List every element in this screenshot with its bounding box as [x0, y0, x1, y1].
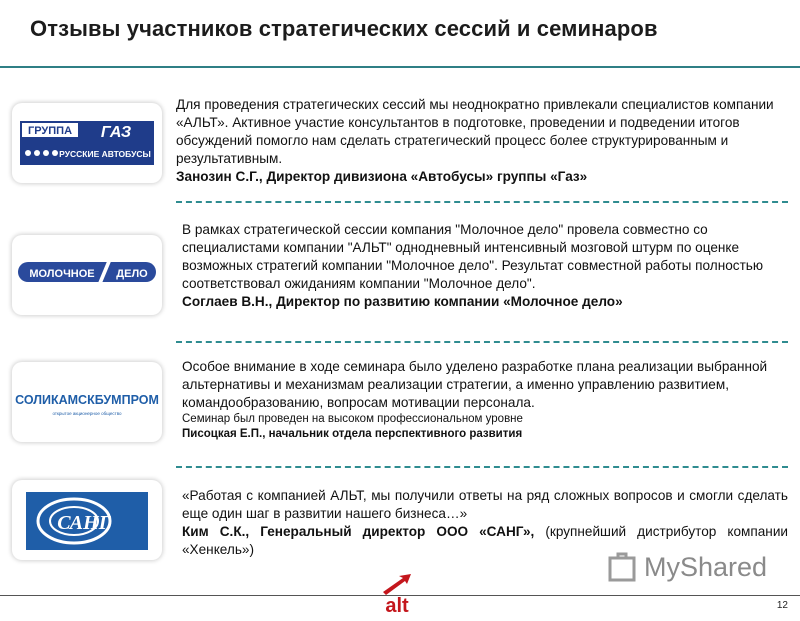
review-2-text: В рамках стратегической сессии компания "Молочное дело" провела совместно со специалистами компании "АЛЬТ" однодневный интенсивный мозговой штурм по оценке возможных стратегий компании "Молочное дело". Результат совместной работы полностью соответствовал ожиданиям компании "Молочное дело".: [182, 222, 764, 291]
review-2-author: Соглаев В.Н., Директор по развитию компании «Молочное дело»: [182, 294, 623, 309]
review-3: [182, 358, 788, 442]
gaz-logo-top: ГРУППА: [27, 125, 73, 137]
title-divider: [0, 66, 800, 68]
review-3-note: Семинар был проведен на высоком профессиональном уровне: [182, 413, 523, 425]
page-title: Отзывы участников стратегических сессий и семинаров: [30, 16, 658, 41]
alt-arrow-icon: [377, 574, 421, 616]
review-2: [182, 221, 788, 311]
watermark-text: MyShared: [644, 552, 768, 582]
gaz-logo-sub: РУССКИЕ АВТОБУСЫ: [59, 149, 151, 159]
review-4-author-note: (крупнейший дистрибутор компании «Хенкель»): [182, 524, 789, 557]
moloko-logo-left: МОЛОЧНОЕ: [29, 268, 95, 280]
gaz-logo: [12, 103, 162, 183]
review-1: [176, 96, 788, 186]
review-3-text: Особое внимание в ходе семинара было уделено разработке плана реализации выбранной альтернативы и механизмам реализации стратегии, а именно управлению развитием, командообразованию, вопросам мотивации персонала.: [182, 359, 768, 410]
sang-logo-graphic: [12, 480, 162, 560]
sang-logo: [12, 480, 162, 560]
separator-2: [176, 341, 788, 343]
review-1-text: Для проведения стратегических сессий мы неоднократно привлекали специалистов компании «АЛЬТ». Активное участие консультантов в подготовке, проведении и подведении итогов обсуждений помогло нам сделать стратегический процесс более структурированным и результативным.: [176, 97, 774, 166]
alt-logo: [377, 574, 421, 616]
solikamsk-logo-sub: открытое акционерное общество: [52, 411, 122, 416]
solikamskbumprom-logo-graphic: [12, 362, 162, 442]
review-4-author: Ким С.К., Генеральный директор ООО «САНГ»,: [182, 524, 535, 539]
page-number: 12: [776, 600, 788, 611]
review-4-text: «Работая с компанией АЛЬТ, мы получили ответы на ряд сложных вопросов и смогли сделать еще один шаг в развитии нашего бизнеса…»: [182, 488, 788, 521]
review-4: [182, 487, 788, 559]
watermark-icon: [606, 552, 642, 591]
gaz-logo-brand: ГАЗ: [100, 124, 132, 141]
solikamskbumprom-logo: [12, 362, 162, 442]
molochnoe-delo-logo-graphic: [12, 235, 162, 315]
separator-3: [176, 466, 788, 468]
review-1-author: Занозин С.Г., Директор дивизиона «Автобусы» группы «Газ»: [176, 169, 588, 184]
molochnoe-delo-logo: [12, 235, 162, 315]
sang-logo-name: САНГ: [57, 512, 111, 534]
alt-logo-text: alt: [385, 595, 409, 616]
review-3-author: Писоцкая Е.П., начальник отдела перспективного развития: [182, 428, 523, 440]
separator-1: [176, 201, 788, 203]
solikamsk-logo-name: СОЛИКАМСКБУМПРОМ: [15, 393, 159, 407]
gaz-logo-graphic: [12, 103, 162, 183]
moloko-logo-right: ДЕЛО: [116, 268, 148, 280]
